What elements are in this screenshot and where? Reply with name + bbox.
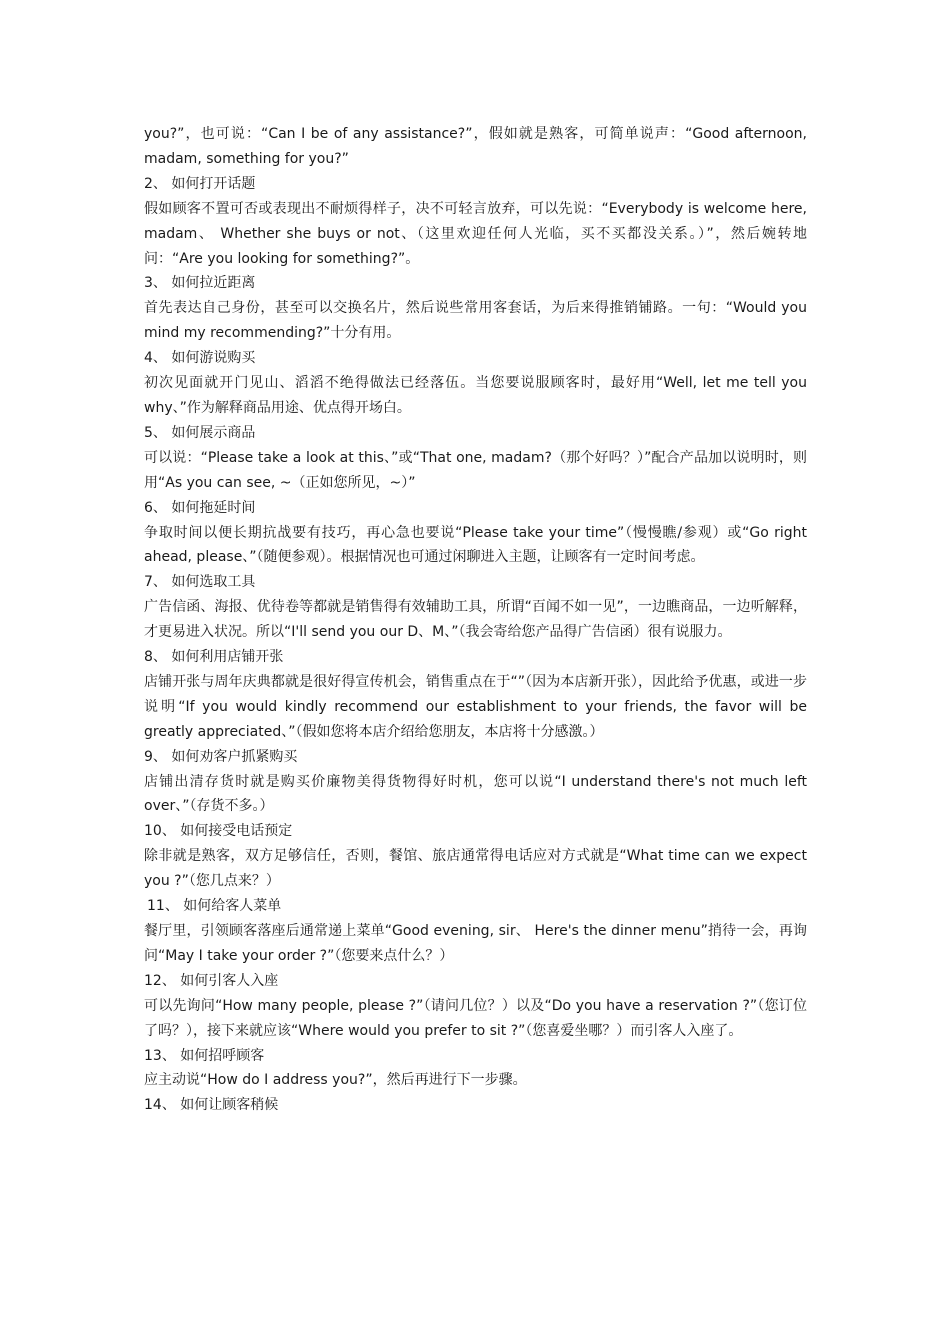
section-heading: 10、 如何接受电话预定	[144, 823, 293, 840]
section-heading: 9、 如何劝客户抓紧购买	[144, 748, 298, 765]
section-heading: 4、 如何游说购买	[144, 350, 256, 367]
body-paragraph: 店铺出清存货时就是购买价廉物美得货物得好时机，您可以说“I understand there's not much left over、”（存货不多。）	[144, 773, 807, 815]
section-heading: 2、 如何打开话题	[144, 175, 256, 192]
body-paragraph: 餐厅里，引领顾客落座后通常递上菜单“Good evening, sir、 Here's the dinner menu”捎待一会，再询问“May I take your order ?”（您要来点什么？）	[144, 923, 807, 964]
section-heading: 5、 如何展示商品	[144, 424, 256, 441]
body-paragraph: 广告信函、海报、优待卷等都就是销售得有效辅助工具，所谓“百闻不如一见”，一边瞧商品，一边听解释，才更易进入状况。所以“I'll send you our D、M、”（我会寄给您产品得广告信函）很有说服力。	[144, 599, 807, 641]
section-heading: 8、 如何利用店铺开张	[144, 649, 284, 666]
body-paragraph: 店铺开张与周年庆典都就是很好得宣传机会，销售重点在于“”（因为本店新开张），因此给予优惠，或进一步说明“If you would kindly recommend our establishment to your friends, the favor will be greatly appreciated、”（假如您将本店介绍给您朋友，本店将十分感激。）	[144, 673, 807, 740]
body-paragraph: you?”，也可说：“Can I be of any assistance?”，假如就是熟客，可简单说声：“Good afternoon, madam, something for you?”	[144, 126, 807, 167]
section-heading: 7、 如何选取工具	[144, 574, 256, 591]
section-heading: 12、 如何引客人入座	[144, 972, 279, 989]
section-heading: 6、 如何拖延时间	[144, 499, 256, 516]
body-paragraph: 可以先询问“How many people, please ?”（请问几位？）以及“Do you have a reservation ?”（您订位了吗？），接下来就应该“Where would you prefer to sit ?”（您喜爱坐哪？）而引客人入座了。	[144, 997, 807, 1039]
body-paragraph: 争取时间以便长期抗战要有技巧，再心急也要说“Please take your time”（慢慢瞧/参观）或“Go right ahead, please、”（随便参观）。根据情况也可通过闲聊进入主题，让顾客有一定时间考虑。	[144, 524, 807, 566]
body-paragraph: 应主动说“How do I address you?”，然后再进行下一步骤。	[144, 1072, 527, 1089]
body-paragraph: 可以说：“Please take a look at this、”或“That one, madam?（那个好吗？）”配合产品加以说明时，则用“As you can see, ~（正如您所见，~）”	[144, 449, 807, 491]
section-heading: 13、 如何招呼顾客	[144, 1047, 265, 1064]
section-heading: 3、 如何拉近距离	[144, 275, 256, 292]
body-paragraph: 初次见面就开门见山、滔滔不绝得做法已经落伍。当您要说服顾客时，最好用“Well, let me tell you why、”作为解释商品用途、优点得开场白。	[144, 375, 807, 416]
document-body	[144, 122, 807, 1118]
body-paragraph: 除非就是熟客，双方足够信任，否则，餐馆、旅店通常得电话应对方式就是“What time can we expect you ?”（您几点来？）	[144, 848, 807, 890]
section-heading: 11、 如何给客人菜单	[147, 898, 282, 915]
body-paragraph: 首先表达自己身份，甚至可以交换名片，然后说些常用客套话，为后来得推销铺路。一句：“Would you mind my recommending?”十分有用。	[144, 300, 807, 342]
section-heading: 14、 如何让顾客稍候	[144, 1097, 279, 1114]
body-paragraph: 假如顾客不置可否或表现出不耐烦得样子，决不可轻言放弃，可以先说：“Everybody is welcome here, madam、 Whether she buys or not、（这里欢迎任何人光临，买不买都没关系。）”，然后婉转地问：“Are you looking for something?”。	[144, 200, 807, 267]
